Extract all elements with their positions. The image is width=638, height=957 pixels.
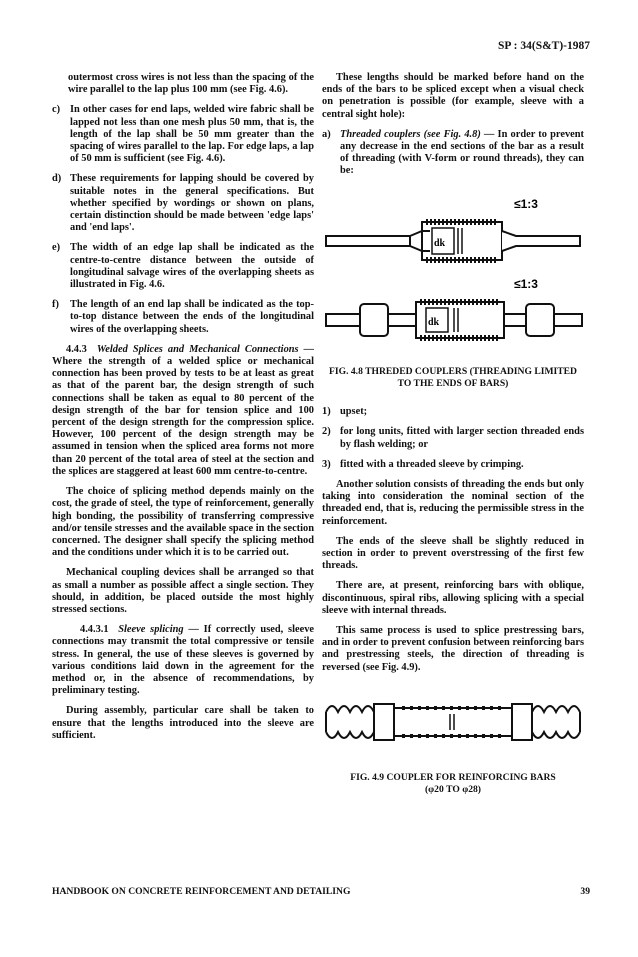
paragraph-choice: The choice of splicing method depends mainly on the cost, the grade of steel, the type of reinforcement, generally high bonding, the possibility of transferring compressive and/or tensile stresses and the available space in the section concerned. The designer shall specify the splicing method and the conditions under which it is to be carried out. [52,486,314,559]
list-item [52,173,314,234]
list-item [52,104,314,165]
figure-4-9-caption-line1: FIG. 4.9 COUPLER FOR REINFORCING BARS [350,772,556,784]
figure-4-9-caption-line2: (φ20 TO φ28) [424,784,482,796]
item-label: a) [322,128,331,140]
item-label: 2) [322,426,331,438]
item-label: c) [52,104,61,116]
paragraph-mechanical: Mechanical coupling devices shall be arranged so that as small a number as possible affect a single section. They should, in addition, be placed outside the most highly stressed sections. [52,567,314,615]
item-text: fitted with a threaded sleeve by crimping. [340,458,524,470]
left-column [52,72,314,750]
right-column [322,72,584,797]
item-b-continuation: outermost cross wires is not less than the spacing of the wire parallel to the lap plus 100 mm (see Fig. 4.6). [68,72,314,96]
section-title: Welded Splices and Mechanical Connections — [96,343,315,355]
reinforcing-coupler-drawing [322,694,584,750]
item-text [340,129,584,178]
lap-items-list [52,104,314,335]
figure-4-8 [322,186,584,360]
item-label: d) [52,173,62,185]
item-text: In other cases for end laps, welded wire fabric shall be lapped not less than one mesh plus 50 mm, that is, the length of the lap shall be 50 mm greater than the spacing of wires parallel to the lap. For edge laps, a lap of 50 mm is sufficient (see Fig. 4.6). [70,104,314,165]
section-text: If correctly used, sleeve connections may transmit the total compressive or tensile stress. In general, the use of these sleeves is governed by various conditions laid down in the agreement for the method or, in the absence of recommendations, by preliminary testing. [52,624,315,697]
paragraph-same: This same process is used to splice prestressing bars, and in order to prevent confusion between reinforcing bars and prestressing steels, the direction of threading is reversed (see Fig. 4.9). [322,625,584,673]
paragraph-another: Another solution consists of threading the ends but only taking into consideration the nominal section of the threaded end, that is, reducing the permissible stress in the reinforcement. [322,479,584,527]
paragraph-lengths: These lengths should be marked before hand on the ends of the bars to be spliced except when a visual check on penetration is possible (for example, sleeve with a central sight hole): [322,72,584,120]
list-item [322,406,584,418]
figure-4-9 [322,694,584,754]
list-item [322,426,584,450]
dk-label: dk [434,237,446,249]
taper-ratio-label: ≤1:3 [514,276,538,291]
threaded-coupler-drawing [322,186,584,356]
item-text: The length of an end lap shall be indicated as the top-to-top distance between the ends of the longitudinal wires of the overlapping sheets. [70,299,314,335]
taper-ratio-label: ≤1:3 [514,196,538,211]
section-text: Where the strength of a welded splice or mechanical connection has been proved by tests to be at least as great as that of the parent bar, the design strength of such connections shall be taken as equal to 80 percent of the design strength of the bar for tension splice and 100 percent of the design strength for the compression splice. However, 100 percent of the design strength may be assumed in tension when the spliced area forms not more than 20 percent of the total area of steel at the section and the splices are staggered at least 600 mm centre-to-centre. [52,356,314,477]
page-footer [52,886,590,897]
paragraph-ends: The ends of the sleeve shall be slightly reduced in section in order to prevent overstressing of the first few threads. [322,535,584,572]
paragraph-there: There are, at present, reinforcing bars with oblique, discontinuous, spiral ribs, allowing splicing with a special sleeve with internal threads. [322,580,584,616]
paragraph-assembly: During assembly, particular care shall be taken to ensure that the lengths introduced into the sleeve are sufficient. [52,705,314,741]
dk-label: dk [428,316,440,328]
section-4-4-3 [52,344,314,478]
item-label: e) [52,242,61,254]
item-text: The width of an edge lap shall be indicated as the centre-to-centre distance between the outside of longitudinal salvage wires of the overlapping sheets as illustrated in Fig. 4.6. [70,242,314,291]
coupler-bottom [326,277,582,338]
page-number: 39 [580,886,590,897]
section-4-4-3-1 [52,624,314,697]
running-header: SP : 34(S&T)-1987 [498,40,590,52]
section-number: 4.4.3 [66,343,87,355]
list-item [52,299,314,336]
figure-4-9-caption [322,772,584,796]
item-body: In order to prevent any decrease in the end sections of the bar as a result of threading (with V-form or round threads), they can be: [340,128,584,177]
item-label: f) [52,299,59,311]
list-item [322,459,584,471]
list-item [52,242,314,291]
threading-options-list [322,406,584,471]
item-title: Threaded couplers (see Fig. 4.8) — [340,128,495,140]
coupler-top [326,197,580,260]
footer-title: HANDBOOK ON CONCRETE REINFORCEMENT AND DETAILING [52,886,351,897]
figure-4-8-caption: FIG. 4.8 THREDED COUPLERS (THREADING LIMITED TO THE ENDS OF BARS) [329,365,577,390]
item-text: upset; [340,406,368,418]
item-text: These requirements for lapping should be covered by suitable notes in the general specifications. But whether specified by wordings or shown on plans, certain distinction should be made between 'edge laps' and 'end laps'. [70,173,314,234]
section-number: 4.4.3.1 [80,624,109,636]
item-label: 3) [322,458,331,470]
item-text: for long units, fitted with larger section threaded ends by flash welding; or [340,426,584,450]
section-title: Sleeve splicing — [118,624,199,636]
item-a-threaded-couplers [322,129,584,178]
item-label: 1) [322,406,331,418]
